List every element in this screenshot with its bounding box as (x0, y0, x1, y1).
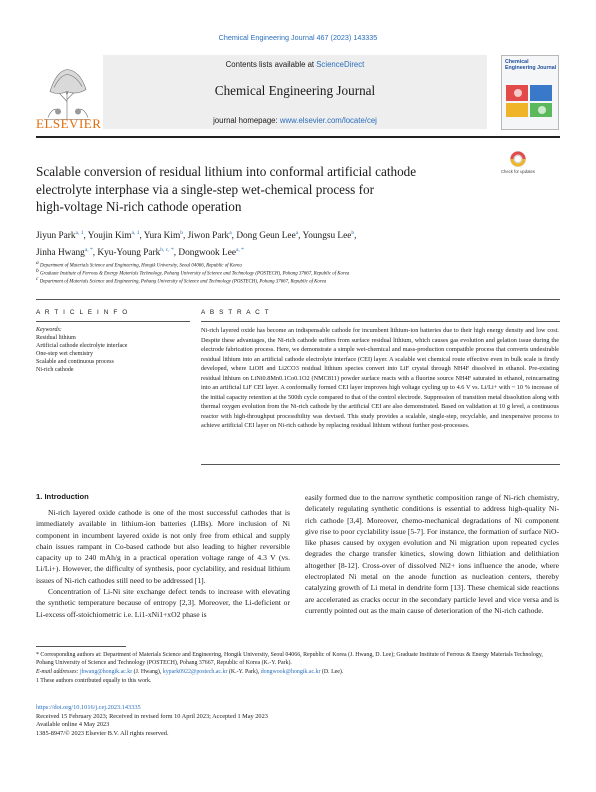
keyword-item: Residual lithium (36, 335, 76, 341)
email-addresses: E-mail addresses: jhwang@hongik.ac.kr (J. Hwang), kypark0922@postech.ac.kr (K.-Y. Park), dongwook@hongik.ac.kr (D. Lee). (36, 669, 344, 675)
article-history (36, 704, 436, 738)
abstract-text: Ni-rich layered oxide has become an indispensable cathode for incumbent lithium-ion batteries due to their high energy density and low cost. Despite these advantages, the Ni-rich cathode suffers from surface residual lithium, which causes gas evolution and gelation issue during the electrode fabrication process. Here, we demonstrate a simple wet-chemical and mass-production compatible process that converts undesirable residual lithium into an artificial cathode electrolyte interface (CEI) layer. A scalable wet chemical route effective even in bulk scale is firstly developed, where LiOH and Li2CO3 residual lithium species convert into LiF crystal through NH4F dissolved in ethanol. Pre-existing residual lithium on LiNi0.8Mn0.1Co0.1O2 (NMC811) powder surface reacts with a fluorine source NH4F saturated in ethanol, reincarnating into an artificial LiF CEI layer. A conformally formed CEI layer improves high voltage cycling up to 4.6 V vs. Li/Li+ with ~ 10 % increase of the initial capacity retention at the 500th cycle compared to that of the control electrode. Suppression of transition metal dissolution along with thermal oxygen evolution from the Ni-rich cathode by the artificial CEI are also demonstrated. Based on validation at 10 g level, a continuous reactor with high-throughput processibility was devised. This study provides a scalable, single-step, recyclable, and inexpensive process to achieve artificial CEI layer on Ni-rich cathode by replacing residual lithium without further post-processes. (201, 327, 559, 429)
check-updates-label: Check for updates (501, 169, 535, 174)
author-line-2: Jinha Hwang$^{a, *}$, Kyu-Young Park$^{b, c, *}$, Dongwook Lee$^{a, *}$ (36, 247, 244, 259)
abstract-rule (201, 321, 560, 322)
abstract-end-rule (201, 464, 560, 465)
keyword-item: Scalable and continuous process (36, 359, 114, 365)
keywords-label: Keywords: (36, 327, 62, 333)
check-for-updates-badge[interactable] (501, 148, 535, 182)
affiliation-a: a Department of Materials Science and Engineering, Hongik University, Seoul 04066, Republic of Korea (36, 260, 242, 269)
paper-title: Scalable conversion of residual lithium into conformal artificial cathode electrolyte interphase via a single-step wet-chemical process for high-voltage Ni-rich cathode operation (36, 164, 417, 215)
intro-paragraph: easily formed due to the narrow synthetic composition range of Ni-rich chemistry, delicately regulating synthetic conditions is essential to address high-quality Ni-rich cathode [3,4]. Moreover, chemo-mechanical degradations of Ni component give rise to poor cyclability issue [5-7]. For instance, the formation of surface NiO-like phases caused by oxygen evolution and Ni migration upon repeated cycles degrades the charge transfer kinetics, slowing down lithiation and delithiation altogether [8-12]. Cross-over of dissolved Ni2+ ions influence the anode, where electroplated Ni metal on the anode function as nucleation centers, thereby catalyzing growth of Li metal in dendrite form [13]. These chemical side reactions are accelerated as cracks occur in the secondary particle level and vice versa and is currently pointed out as the main cause of deterioration of the Ni-rich cathode. (305, 493, 559, 615)
author-list (36, 226, 536, 261)
journal-title: Chemical Engineering Journal (214, 83, 376, 98)
contents-availability: Contents lists available at ScienceDirect (225, 60, 365, 69)
introduction-column-2 (305, 492, 559, 616)
abstract-heading: A B S T R A C T (201, 309, 271, 316)
keyword-item: Ni-rich cathode (36, 367, 74, 373)
article-info-heading: A R T I C L E I N F O (36, 309, 129, 316)
corresponding-author-note: * Corresponding authors at: Department of Materials Science and Engineering, Hongik University, Seoul 04066, Republic of Korea (J. Hwang, D. Lee); Graduate Institute of Ferrous & Energy Materials Technology, Pohang University of Science and Technology (POSTECH), Pohang 37667, Republic of Korea (K.-Y. Park). (36, 652, 543, 667)
doi-link[interactable]: https://doi.org/10.1016/j.cej.2023.143335 (36, 704, 141, 711)
introduction-column-1 (36, 507, 290, 620)
affiliation-c: c Department of Materials Science and Engineering, Pohang University of Science and Technology (POSTECH), Pohang 37667, Republic of Korea (36, 276, 327, 285)
received-dates: Received 15 February 2023; Received in revised form 10 April 2023; Accepted 1 May 2023 (36, 712, 268, 720)
email-link[interactable]: kypark0922@postech.ac.kr (162, 669, 228, 675)
author-line-1: Jiyun Park$^{a, 1}$, Youjin Kim$^{a, 1}$, Yura Kim$^b$, Jiwon Park$^a$, Dong Geun Lee$^a$, Youngsu Lee$^b$, (36, 230, 357, 242)
homepage-link[interactable]: www.elsevier.com/locate/cej (279, 116, 377, 125)
publisher-wordmark: ELSEVIER (36, 116, 102, 131)
journal-homepage: journal homepage: www.elsevier.com/locate/cej (213, 116, 377, 125)
cover-artwork (502, 71, 558, 121)
email-link[interactable]: jhwang@hongik.ac.kr (79, 669, 133, 675)
equal-contribution-note: 1 These authors contributed equally to this work. (36, 678, 152, 684)
header-divider (36, 136, 560, 138)
available-online: Available online 4 May 2023 (36, 721, 110, 729)
affiliation-b: b Graduate Institute of Ferrous & Energy Materials Technology, Pohang University of Science and Technology (POSTECH), Pohang 37667, Republic of Korea (36, 268, 350, 277)
affiliation-divider (36, 299, 560, 300)
journal-citation[interactable]: Chemical Engineering Journal 467 (2023) 143335 (218, 33, 378, 42)
intro-paragraph: Ni-rich layered oxide cathode is one of the most successful cathodes that is immediately available in lithium-ion batteries (LIBs). More inclusion of Ni component in incumbent layered oxide is not only free from ethical and supply chain issues rampant in Co-based cathode but also leading to higher reversible capacity up to 240 mAh/g in a practical operation voltage range of 4.3 V (vs. Li/Li+). However, the difficulty of synthesis, poor cyclability, and residual lithium issues of Ni-rich cathodes still need to be addressed [1]. (36, 508, 290, 585)
copyright: 1385-8947/© 2023 Elsevier B.V. All rights reserved. (36, 729, 169, 737)
cover-title: Chemical Engineering Journal (505, 59, 557, 71)
footnote-rule (36, 646, 126, 647)
introduction-heading: 1. Introduction (36, 492, 89, 501)
journal-cover-thumbnail[interactable] (501, 55, 559, 130)
keyword-item: One-step wet chemistry (36, 351, 93, 357)
keyword-item: Artificial cathode electrolyte interface (36, 343, 128, 349)
intro-paragraph: Concentration of Li-Ni site exchange defect tends to increase with elevating the synthetic temperature because of entropy [2,3]. Moreover, the Li-deficient or Li-excess off-stoichiometric i.e. Li1-xNi1+xO2 phase is (36, 587, 290, 619)
sciencedirect-link[interactable]: ScienceDirect (316, 60, 365, 69)
article-info-rule (36, 321, 190, 322)
email-link[interactable]: dongwook@hongik.ac.kr (260, 669, 321, 675)
